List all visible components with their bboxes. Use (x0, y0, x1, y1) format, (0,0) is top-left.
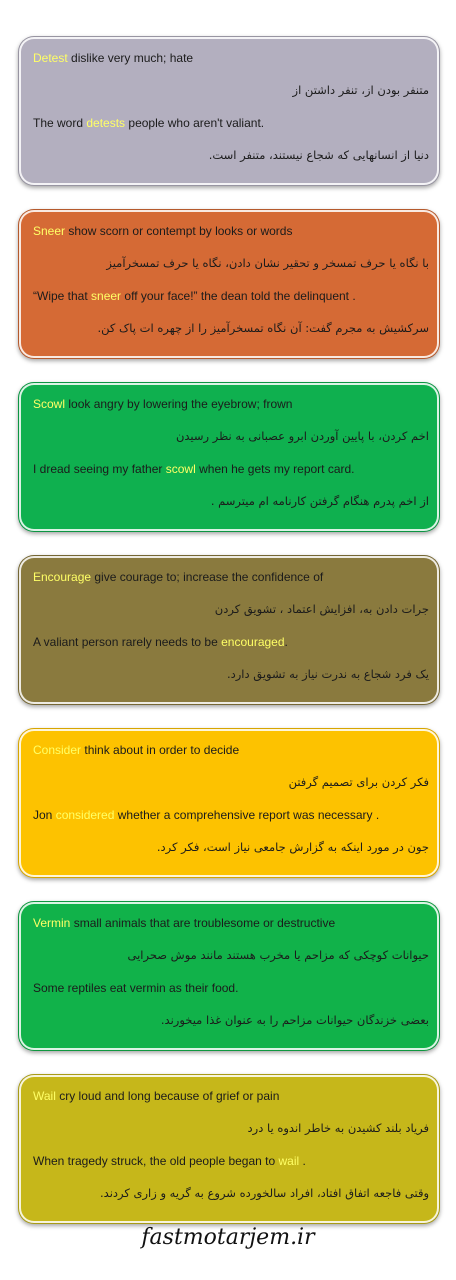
definition-text: look angry by lowering the eyebrow; frown (65, 397, 293, 411)
word-card-detest (18, 36, 440, 186)
example-after: off your face!” the dean told the delinquent . (121, 289, 356, 303)
word-card-vermin (18, 901, 440, 1051)
headword: Sneer (33, 224, 66, 238)
example-word: encouraged (221, 635, 285, 649)
headword: Consider (33, 743, 82, 757)
definition-line (33, 397, 429, 411)
example-word: scowl (165, 462, 196, 476)
definition-line (33, 224, 429, 238)
persian-example: از اخم پدرم هنگام گرفتن کارنامه ام میترسم . (210, 494, 429, 508)
example-line (33, 462, 429, 476)
example-word: considered (55, 808, 115, 822)
headword: Vermin (33, 916, 71, 930)
headword: Scowl (33, 397, 66, 411)
word-card-consider (18, 728, 440, 878)
definition-text: dislike very much; hate (67, 51, 194, 65)
word-card-scowl (18, 382, 440, 532)
definition-text: show scorn or contempt by looks or words (65, 224, 293, 238)
persian-example: سرکشیش به مجرم گفت: آن نگاه تمسخرآمیز را از چهره ات پاک کن. (97, 321, 429, 335)
persian-example: یک فرد شجاع به ندرت نیاز به تشویق دارد. (226, 667, 429, 681)
example-line (33, 116, 429, 130)
example-after: . (284, 635, 288, 649)
example-line (33, 635, 429, 649)
definition-text: small animals that are troublesome or destructive (70, 916, 336, 930)
definition-line (33, 916, 429, 930)
example-before: “Wipe that (33, 289, 92, 303)
word-card-encourage (18, 555, 440, 705)
example-after: . (299, 1154, 306, 1168)
example-line (33, 1154, 429, 1168)
persian-definition: اخم کردن، با پایین آوردن ابرو عصبانی به نظر رسیدن (175, 429, 429, 443)
example-before: I dread seeing my father (33, 462, 166, 476)
site-watermark: fastmotarjem.ir (141, 1225, 315, 1250)
definition-line (33, 51, 429, 65)
persian-example: دنیا از انسانهایی که شجاع نیستند، متنفر است. (208, 148, 429, 162)
definition-line (33, 743, 429, 757)
persian-definition: فکر کردن برای تصمیم گرفتن (288, 775, 429, 789)
example-before: Jon (33, 808, 56, 822)
example-line (33, 808, 429, 822)
persian-definition: حیوانات کوچکی که مزاحم یا مخرب هستند مانند موش صحرایی (127, 948, 429, 962)
word-card-wail (18, 1074, 440, 1224)
definition-line (33, 1089, 429, 1103)
definition-text: cry loud and long because of grief or pain (55, 1089, 280, 1103)
persian-definition: فریاد بلند کشیدن به خاطر اندوه یا درد (247, 1121, 429, 1135)
definition-line (33, 570, 429, 584)
headword: Wail (33, 1089, 56, 1103)
persian-definition: با نگاه یا حرف تمسخر و تحقیر نشان دادن، نگاه یا حرف تمسخرآمیز (106, 256, 429, 270)
persian-definition: جرات دادن به، افزایش اعتماد ، تشویق کردن (214, 602, 429, 616)
example-after: whether a comprehensive report was necessary . (114, 808, 380, 822)
example-word: sneer (91, 289, 122, 303)
headword: Encourage (33, 570, 92, 584)
persian-example: جون در مورد اینکه به گزارش جامعی نیاز است، فکر کرد. (156, 840, 429, 854)
definition-text: give courage to; increase the confidence of (91, 570, 324, 584)
example-before: A valiant person rarely needs to be (33, 635, 222, 649)
example-word: detests (86, 116, 126, 130)
example-line (33, 289, 429, 303)
example-before: Some reptiles eat vermin as their food. (33, 981, 239, 995)
example-after: when he gets my report card. (195, 462, 355, 476)
example-before: The word (33, 116, 87, 130)
example-after: people who aren't valiant. (125, 116, 265, 130)
persian-example: بعضی خزندگان حیوانات مزاحم را به عنوان غذا میخورند. (160, 1013, 429, 1027)
example-before: When tragedy struck, the old people began to (33, 1154, 279, 1168)
persian-example: وقتی فاجعه اتفاق افتاد، افراد سالخورده شروع به گریه و زاری کردند. (100, 1186, 429, 1200)
word-card-sneer (18, 209, 440, 359)
example-line (33, 981, 429, 995)
headword: Detest (33, 51, 68, 65)
persian-definition: متنفر بودن از، تنفر داشتن از (292, 83, 429, 97)
example-word: wail (278, 1154, 300, 1168)
definition-text: think about in order to decide (81, 743, 240, 757)
